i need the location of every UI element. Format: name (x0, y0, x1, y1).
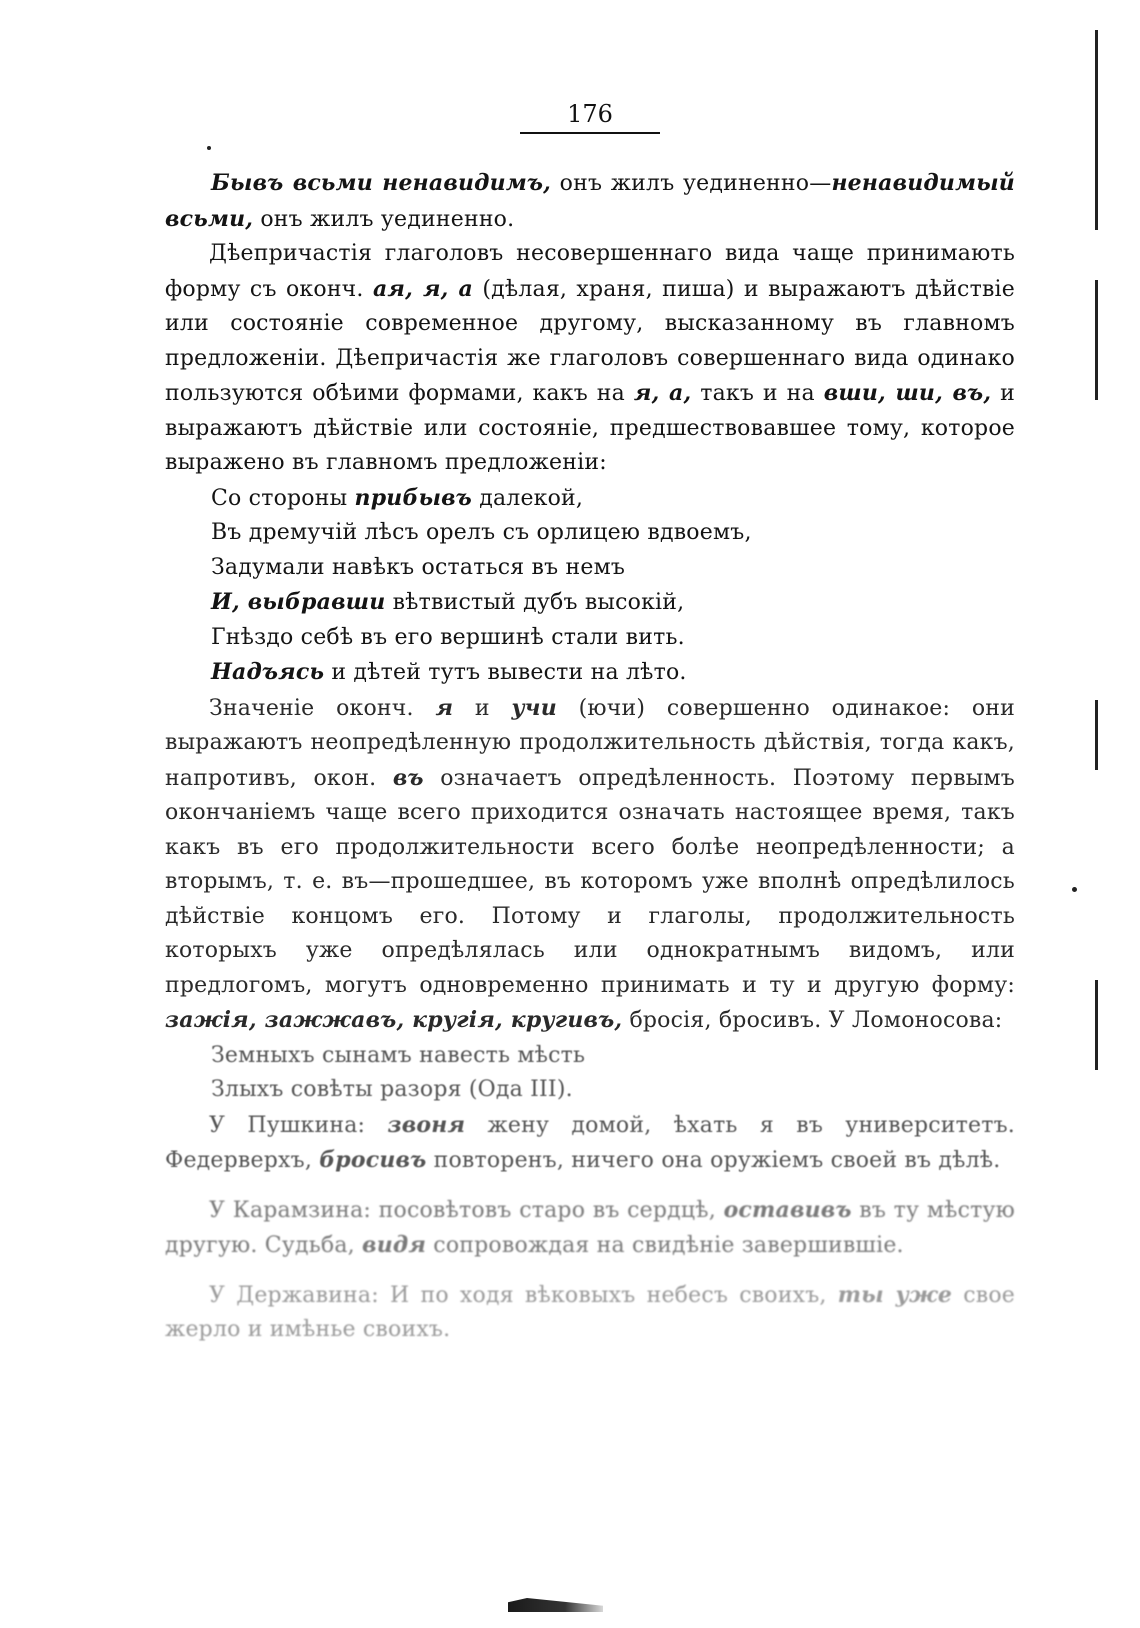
italic-phrase: И, выбравши (211, 589, 386, 615)
page-number: 176 (567, 100, 613, 128)
text-run: (ючи) совершенно одинакое: они выражаютъ неопредѣленную продолжительность дѣйствія, тогда какъ, напротивъ, окон. (165, 695, 1016, 791)
poem-line-3: Задумали навѣкъ остаться въ немъ (211, 554, 626, 580)
italic-phrase: я (435, 694, 454, 721)
bottom-ink-smudge (508, 1598, 603, 1612)
text-run: У Пушкина: (209, 1112, 388, 1138)
italic-phrase: учи (511, 694, 557, 721)
italic-phrase: въ (392, 764, 424, 791)
italic-phrase: я, а, (633, 380, 692, 406)
paragraph-example-sentence (165, 166, 1015, 237)
italic-phrase: Бывъ всьми ненавидимъ, (211, 170, 552, 196)
quote-line-1: Земныхъ сынамъ навесть мѣсть (211, 1042, 586, 1068)
poem-line-1 (211, 481, 1015, 517)
text-run: и выражаютъ дѣйствіе или состояніе, предшествовавшее тому, которое выражено въ главномъ предложеніи: (165, 381, 1015, 475)
scan-edge-line (1095, 980, 1098, 1070)
text-run: У Карамзина: посовѣтовъ старо въ сердцѣ, (209, 1197, 724, 1223)
italic-phrase: оставивъ (723, 1196, 852, 1223)
italic-phrase: ая, я, а (372, 275, 473, 302)
text-run: бросія, бросивъ. У Ломоносова: (622, 1008, 1003, 1033)
text-run: и дѣтей тутъ вывести на лѣто. (324, 660, 687, 685)
text-run: Дѣепричастія глаголовъ несовершеннаго вида чаще принимають форму съ оконч. (165, 241, 1015, 302)
scan-edge-line (1095, 30, 1098, 230)
text-run: и (453, 695, 512, 721)
italic-phrase: ненавидимый всьми, (165, 170, 1015, 232)
text-run: жену домой, ѣхать я въ университетъ. Федерверхъ, (165, 1112, 1015, 1173)
italic-phrase: бросивъ (319, 1147, 427, 1173)
text-run: въ ту мѣстую другую. Судьба, (165, 1197, 1015, 1258)
italic-phrase: Надъясь (211, 659, 325, 685)
italic-phrase: ты уже (837, 1281, 953, 1308)
scan-speck (1072, 887, 1077, 892)
text-run: сопровождая на свидѣніе завершившіе. (426, 1233, 904, 1258)
poem-quote (165, 481, 1015, 691)
text-run: У Державина: И по ходя вѣковыхъ небесъ своихъ, (209, 1282, 838, 1308)
page-number-underline (520, 132, 660, 134)
text-run: вѣтвистый дубъ высокій, (385, 590, 685, 615)
text-run: (дѣлая, храня, пиша) и выражаютъ дѣйствіе или состояніе современное другому, высказанному въ главномъ предложеніи. Дѣепричастія же глаголовъ совершеннаго вида одинако пользуются обѣими формами, какъ на (165, 276, 1015, 406)
poem-line-6 (211, 655, 1015, 691)
italic-phrase: зажія, зажжавъ, кругія, кругивъ, (165, 1007, 623, 1033)
scan-speck (207, 146, 211, 150)
paragraph-pushkin (165, 1108, 1015, 1179)
paragraph-participles-rule (165, 237, 1015, 481)
italic-phrase: звоня (387, 1111, 466, 1138)
scan-edge-line (1095, 700, 1098, 770)
text-run: такъ и на (691, 381, 824, 406)
text-run: Значеніе оконч. (209, 695, 436, 721)
quote-line-2: Злыхъ совѣты разоря (Ода III). (211, 1077, 573, 1102)
text-run: свое жерло и имѣнье своихъ. (165, 1282, 1016, 1342)
text-run: повторенъ, ничего она оружіемъ своей въ дѣлѣ. (426, 1148, 1001, 1173)
text-run: онъ жилъ уединенно— (551, 171, 832, 196)
poem-line-2: Въ дремучій лѣсъ орелъ съ орлицею вдвоемъ, (211, 520, 752, 545)
scan-edge-line (1095, 280, 1098, 400)
lomonosov-quote (165, 1039, 1015, 1108)
paragraph-derzhavin (165, 1278, 1015, 1348)
paragraph-karamzin (165, 1193, 1015, 1264)
italic-phrase: видя (362, 1232, 427, 1258)
text-run: далекой, (472, 485, 584, 511)
poem-line-5: Гнѣздо себѣ въ его вершинѣ стали вить. (211, 624, 685, 650)
text-run: онъ жилъ уединенно. (253, 206, 515, 232)
paragraph-endings-meaning (165, 691, 1015, 1039)
text-run: Со стороны (211, 485, 355, 511)
poem-line-4 (211, 585, 1015, 621)
text-run: означаетъ опредѣленность. Поэтому первымъ окончаніемъ чаще всего приходится означать настоящее время, такъ какъ въ его продолжительности всего болѣе неопредѣленности; а вторымъ, т. е. въ—прошедшее, въ которомъ уже вполнѣ опредѣлилось дѣйствіе концомъ его. Потому и глаголы, продолжительность которыхъ уже опредѣлялась или однократнымъ видомъ, или предлогомъ, могутъ одновременно принимать и ту и другую форму: (165, 765, 1016, 998)
body-text (165, 166, 1015, 1348)
italic-phrase: вши, ши, въ, (823, 380, 992, 406)
italic-phrase: прибывъ (354, 484, 473, 511)
